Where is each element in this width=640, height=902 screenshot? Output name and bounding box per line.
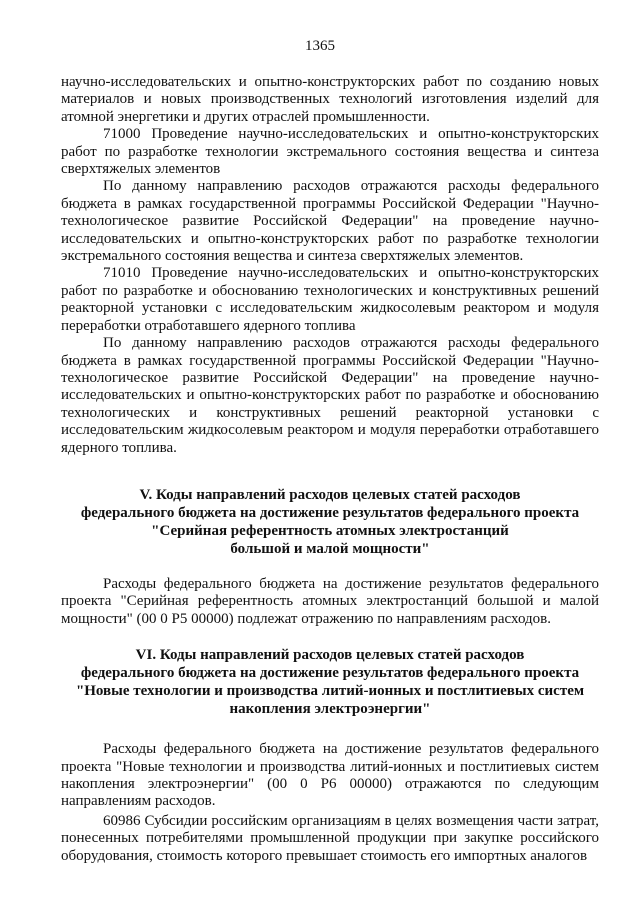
paragraph-continuation: научно-исследовательских и опытно-конструкторских работ по созданию новых материалов и новых производственных технологий изготовления изделий для атомной энергетики и других отраслей промышленности. — [61, 74, 599, 125]
section-v-heading — [61, 486, 599, 558]
section-v-heading-line: федерального бюджета на достижение результатов федерального проекта — [80, 504, 580, 521]
section-vi-heading-line: "Новые технологии и производства литий-ионных и постлитиевых систем — [75, 683, 585, 700]
section-v-heading-line: V. Коды направлений расходов целевых статей расходов — [139, 486, 521, 503]
paragraph-71000-description: По данному направлению расходов отражаются расходы федерального бюджета в рамках государственной программы Российской Федерации "Научно-технологическое развитие Российской Федерации" на проведение научно-исследовательских и опытно-конструкторских работ по разработке технологии экстремального состояния вещества и синтеза сверхтяжелых элементов. — [61, 178, 599, 265]
section-v-paragraph: Расходы федерального бюджета на достижение результатов федерального проекта "Серийная референтность атомных электростанций большой и малой мощности" (00 0 Р5 00000) подлежат отражению по направлениям расходов. — [61, 575, 599, 627]
section-vi-paragraph: Расходы федерального бюджета на достижение результатов федерального проекта "Новые технологии и производства литий-ионных и постлитиевых систем накопления электроэнергии" (00 0 Р6 00000) отражаются по следующим направлениям расходов. — [61, 741, 599, 810]
section-vi-heading-line: VI. Коды направлений расходов целевых статей расходов — [135, 647, 525, 664]
paragraph-71010-description: По данному направлению расходов отражаются расходы федерального бюджета в рамках государственной программы Российской Федерации "Научно-технологическое развитие Российской Федерации" на проведение научно-исследовательских и опытно-конструкторских работ по разработке и обоснованию технологических и конструктивных решений реакторной установки с исследовательским жидкосолевым реактором и модуля переработки отработавшего ядерного топлива. — [61, 335, 599, 456]
section-v-heading-line: "Серийная референтность атомных электростанций — [151, 522, 509, 539]
section-vi-heading — [61, 646, 599, 718]
paragraph-60986-title: 60986 Субсидии российским организациям в целях возмещения части затрат, понесенных потребителями промышленной продукции при закупке российского оборудования, стоимость которого превышает стоимость его импортных аналогов — [61, 812, 599, 864]
section-vi-heading-line: накопления электроэнергии" — [229, 701, 431, 718]
document-body — [61, 74, 599, 865]
section-vi-heading-line: федерального бюджета на достижение результатов федерального проекта — [80, 665, 580, 682]
paragraph-71000-title: 71000 Проведение научно-исследовательских и опытно-конструкторских работ по разработке технологии экстремального состояния вещества и синтеза сверхтяжелых элементов — [61, 126, 599, 178]
paragraph-71010-title: 71010 Проведение научно-исследовательских и опытно-конструкторских работ по разработке и обоснованию технологических и конструктивных решений реакторной установки с исследовательским жидкосолевым реактором и модуля переработки отработавшего ядерного топлива — [61, 265, 599, 334]
page-number: 1365 — [305, 38, 335, 54]
section-v-heading-line: большой и малой мощности" — [230, 540, 430, 557]
